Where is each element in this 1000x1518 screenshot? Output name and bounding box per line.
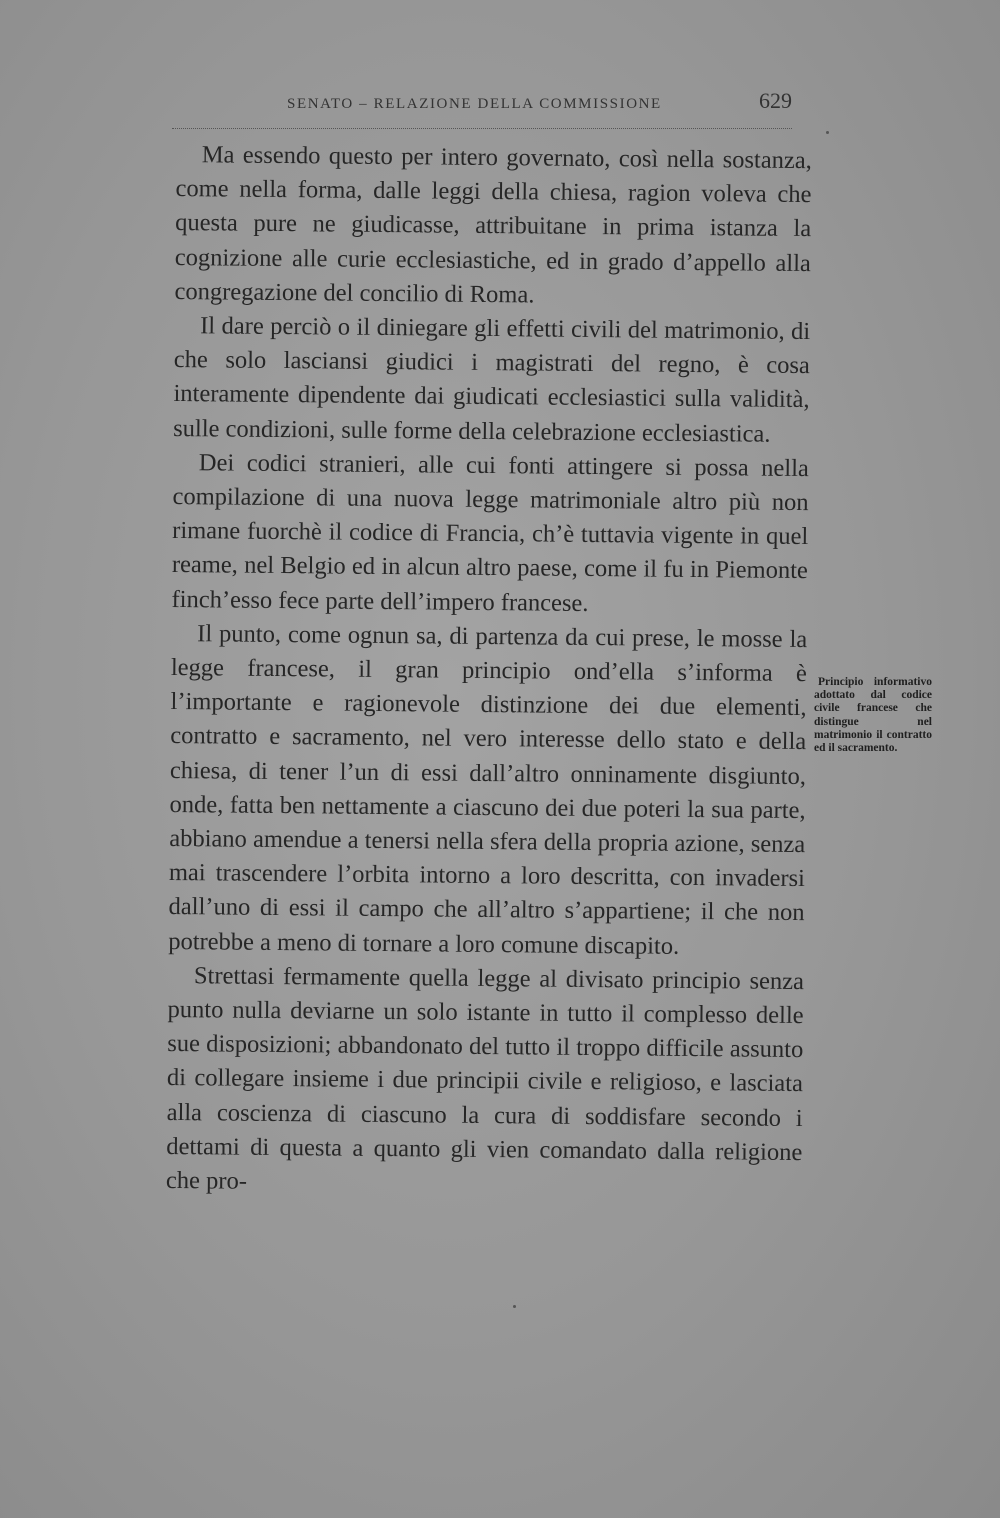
paragraph: Il punto, come ognun sa, di partenza da cui prese, le mosse la legge francese, il gran principio ond’ella s’informa è l’importante e ragionevole distinzione dei due elementi, contratto e sacramento, nel vero interesse dello stato e della chiesa, di tener l’un di essi dall’altro onninamente disgiunto, onde, fatta ben nettamente a ciascuno dei due poteri la sua parte, abbiano amendue a tenersi nella sfera della propria azione, senza mai trascendere l’orbita intorno a loro descritta, con invadersi dall’uno di essi il campo che all’altro s’appartiene; il che non potrebbe a meno di tornare a loro comune discapito. (168, 620, 808, 960)
margin-note: Principio informativo adottato dal codice civile francese che distingue nel matrimonio il contratto ed il sacramento. (814, 676, 932, 755)
paragraph: Ma essendo questo per intero governato, così nella sostanza, come nella forma, dalle leggi della chiesa, ragion voleva che questa pure ne giudicasse, attribuitane in prima istanza la cognizione alle curie ecclesiastiche, ed in grado d’appello alla congregazione del concilio di Roma. (174, 141, 812, 309)
page-number: 629 (759, 88, 792, 113)
running-header (172, 88, 792, 128)
paragraph: Il dare perciò o il diniegare gli effetti civili del matrimonio, di che solo lasciansi giudici i magistrati del regno, è cosa interamente dipendente dai giudicati ecclesiastici sulla validità, sulle condizioni, sulle forme della celebrazione ecclesiastica. (173, 312, 811, 448)
print-speck (826, 131, 829, 134)
body-text (166, 138, 812, 1204)
paragraph: Strettasi fermamente quella legge al divisato principio senza punto nulla deviarne un solo istante in tutto il complesso delle sue disposizioni; abbandonato del tutto il troppo difficile assunto di collegare insieme i due principii civile e religioso, e lasciata alla coscienza di ciascuno la cura di soddisfare secondo i dettami di questa a quanto gli vien comandato dalla religione che pro- (165, 962, 805, 1195)
header-title: SENATO – RELAZIONE DELLA COMMISSIONE (287, 96, 662, 112)
paragraph: Dei codici stranieri, alle cui fonti attingere si possa nella compilazione di una nuova legge matrimoniale altro più non rimane fuorchè il codice di Francia, ch’è tuttavia vigente in quel reame, nel Belgio ed in alcun altro paese, come il fu in Piemonte finch’esso fece parte dell’impero francese. (171, 449, 809, 617)
header-rule (172, 128, 792, 129)
print-speck (513, 1305, 516, 1308)
